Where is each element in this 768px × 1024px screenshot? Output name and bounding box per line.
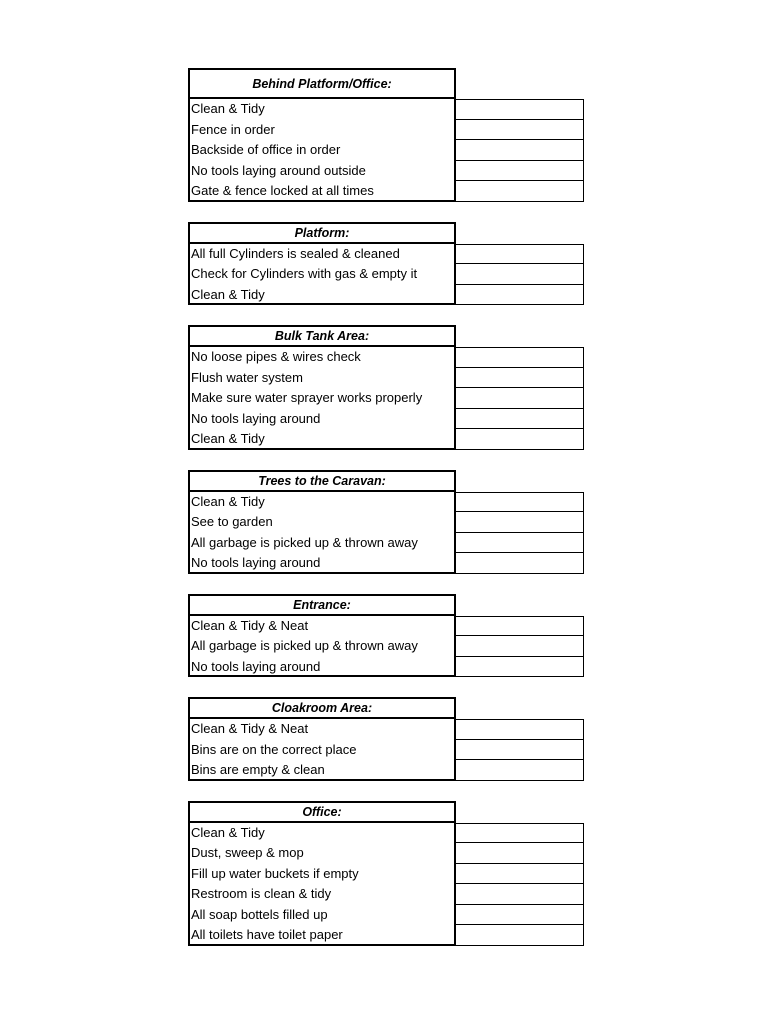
checklist-item-label: No tools laying around [188, 657, 456, 678]
checklist-item-label: Clean & Tidy & Neat [188, 719, 456, 740]
checklist-check-cell[interactable] [456, 552, 584, 574]
checklist-item-label: Clean & Tidy [188, 99, 456, 120]
checklist-section [188, 325, 586, 450]
checklist-check-cell[interactable] [456, 99, 584, 120]
checklist-row [188, 264, 586, 285]
checklist-item-label: No tools laying around [188, 553, 456, 574]
checklist-check-cell[interactable] [456, 492, 584, 513]
checklist-item-label: Dust, sweep & mop [188, 843, 456, 864]
checklist-section [188, 68, 586, 202]
checklist-row [188, 636, 586, 657]
checklist-row [188, 864, 586, 885]
checklist-item-label: Fill up water buckets if empty [188, 864, 456, 885]
checklist-row [188, 553, 586, 574]
checklist-item-label: Clean & Tidy [188, 823, 456, 844]
checklist-check-cell[interactable] [456, 160, 584, 182]
checklist-item-label: Fence in order [188, 120, 456, 141]
section-title: Office: [188, 801, 456, 823]
checklist-item-label: Clean & Tidy [188, 285, 456, 306]
checklist-section [188, 594, 586, 678]
checklist-check-cell[interactable] [456, 759, 584, 781]
section-title: Entrance: [188, 594, 456, 616]
checklist-check-cell[interactable] [456, 616, 584, 637]
checklist-row [188, 285, 586, 306]
checklist-row [188, 492, 586, 513]
checklist-item-label: Clean & Tidy [188, 492, 456, 513]
checklist-row [188, 843, 586, 864]
checklist-row [188, 120, 586, 141]
checklist-check-cell[interactable] [456, 428, 584, 450]
checklist-row [188, 368, 586, 389]
checklist-row [188, 429, 586, 450]
checklist-check-cell[interactable] [456, 139, 584, 161]
checklist-section [188, 470, 586, 574]
checklist-row [188, 181, 586, 202]
checklist-row [188, 409, 586, 430]
checklist-item-label: Bins are empty & clean [188, 760, 456, 781]
checklist-check-cell[interactable] [456, 408, 584, 430]
checklist-check-cell[interactable] [456, 532, 584, 554]
section-title: Behind Platform/Office: [188, 68, 456, 99]
section-title: Trees to the Caravan: [188, 470, 456, 492]
checklist-check-cell[interactable] [456, 284, 584, 306]
checklist-row [188, 244, 586, 265]
checklist-item-label: Gate & fence locked at all times [188, 181, 456, 202]
checklist-row [188, 533, 586, 554]
checklist-row [188, 925, 586, 946]
checklist-section [188, 697, 586, 781]
checklist-row [188, 719, 586, 740]
checklist-item-label: See to garden [188, 512, 456, 533]
checklist-row [188, 905, 586, 926]
checklist-row [188, 347, 586, 368]
checklist-check-cell[interactable] [456, 863, 584, 885]
checklist-item-label: All toilets have toilet paper [188, 925, 456, 946]
checklist-row [188, 823, 586, 844]
section-title: Cloakroom Area: [188, 697, 456, 719]
checklist-check-cell[interactable] [456, 180, 584, 202]
checklist-item-label: Make sure water sprayer works properly [188, 388, 456, 409]
checklist-item-label: Clean & Tidy & Neat [188, 616, 456, 637]
checklist-item-label: All garbage is picked up & thrown away [188, 533, 456, 554]
checklist-item-label: Restroom is clean & tidy [188, 884, 456, 905]
checklist-section [188, 801, 586, 946]
checklist-check-cell[interactable] [456, 823, 584, 844]
checklist-item-label: No tools laying around [188, 409, 456, 430]
checklist-section [188, 222, 586, 306]
checklist-row [188, 657, 586, 678]
section-title: Platform: [188, 222, 456, 244]
checklist-item-label: No loose pipes & wires check [188, 347, 456, 368]
section-title: Bulk Tank Area: [188, 325, 456, 347]
checklist-item-label: Bins are on the correct place [188, 740, 456, 761]
checklist-item-label: No tools laying around outside [188, 161, 456, 182]
checklist-check-cell[interactable] [456, 883, 584, 905]
checklist-check-cell[interactable] [456, 347, 584, 368]
checklist-row [188, 388, 586, 409]
checklist-check-cell[interactable] [456, 924, 584, 946]
checklist-check-cell[interactable] [456, 119, 584, 141]
checklist-check-cell[interactable] [456, 367, 584, 389]
checklist-check-cell[interactable] [456, 904, 584, 926]
checklist-row [188, 884, 586, 905]
checklist-check-cell[interactable] [456, 635, 584, 657]
checklist-row [188, 760, 586, 781]
checklist-check-cell[interactable] [456, 719, 584, 740]
checklist-item-label: Check for Cylinders with gas & empty it [188, 264, 456, 285]
checklist-row [188, 512, 586, 533]
checklist-item-label: Backside of office in order [188, 140, 456, 161]
checklist-check-cell[interactable] [456, 842, 584, 864]
checklist-check-cell[interactable] [456, 511, 584, 533]
checklist-row [188, 740, 586, 761]
checklist-check-cell[interactable] [456, 656, 584, 678]
checklist-check-cell[interactable] [456, 244, 584, 265]
checklist-item-label: Flush water system [188, 368, 456, 389]
checklist-row [188, 140, 586, 161]
checklist-row [188, 99, 586, 120]
checklist-row [188, 161, 586, 182]
checklist-row [188, 616, 586, 637]
checklist-item-label: Clean & Tidy [188, 429, 456, 450]
checklist-item-label: All soap bottels filled up [188, 905, 456, 926]
checklist-item-label: All full Cylinders is sealed & cleaned [188, 244, 456, 265]
checklist-check-cell[interactable] [456, 263, 584, 285]
checklist-item-label: All garbage is picked up & thrown away [188, 636, 456, 657]
checklist-check-cell[interactable] [456, 739, 584, 761]
checklist-sheet [188, 68, 586, 966]
checklist-check-cell[interactable] [456, 387, 584, 409]
